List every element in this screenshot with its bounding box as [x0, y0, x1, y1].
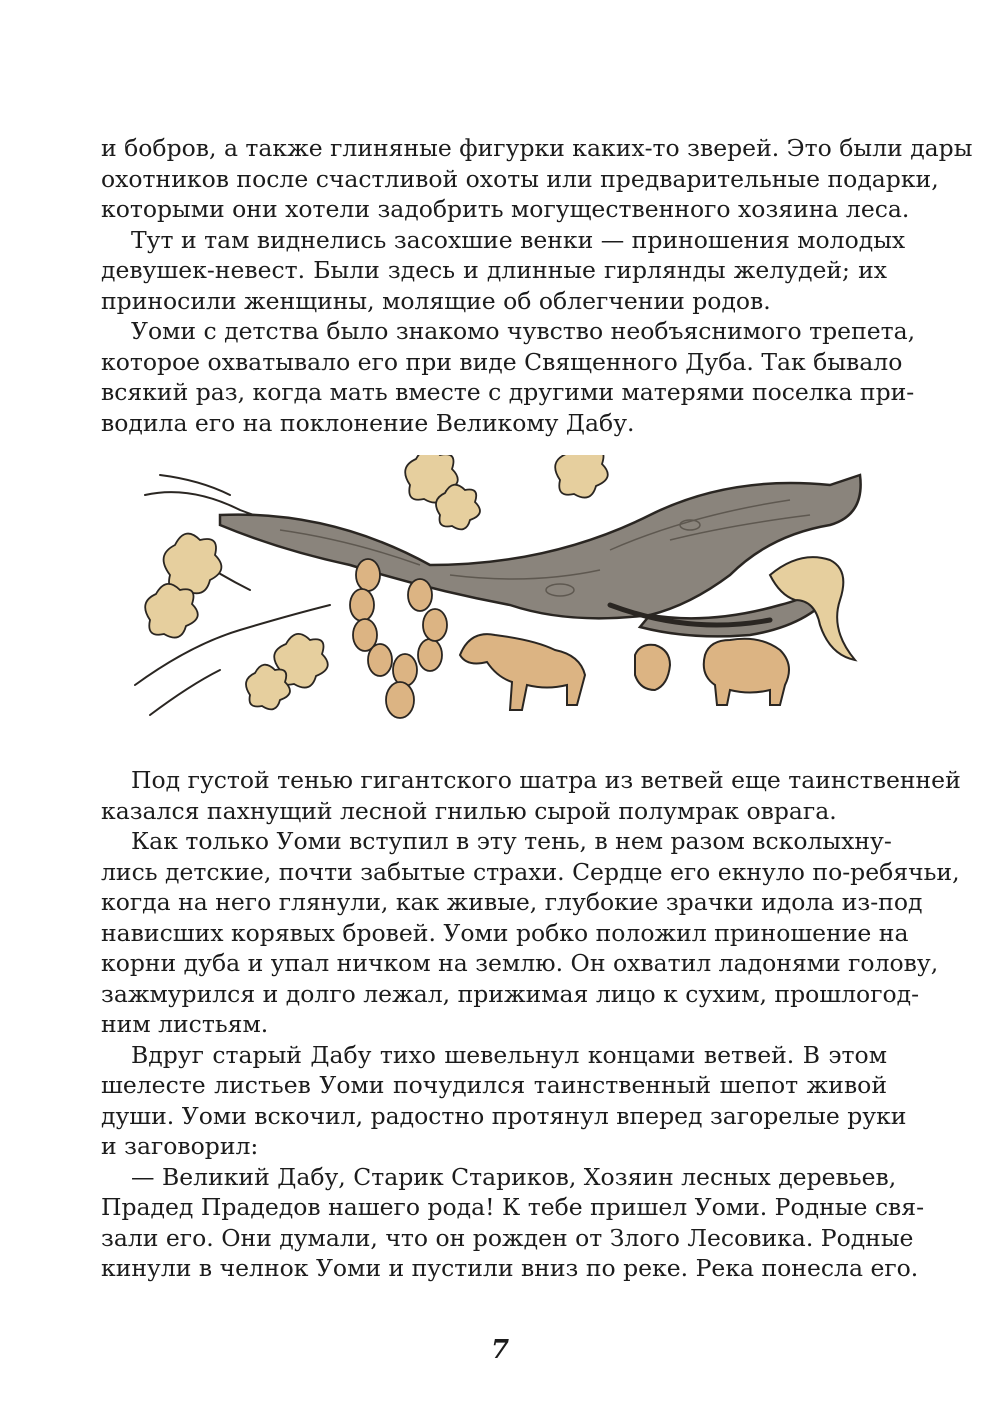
text-block-bottom: [101, 765, 961, 1284]
text-line: Прадед Прадедов нашего рода! К тебе пришел Уоми. Родные свя-: [101, 1193, 925, 1221]
text-line: шелесте листьев Уоми почудился таинственный шепот живой: [101, 1071, 887, 1099]
clay-bear-figurine: [635, 639, 789, 705]
text-line: кинули в челнок Уоми и пустили вниз по реке. Река понесла его.: [101, 1254, 919, 1282]
text-block-top: [101, 133, 973, 438]
branch-trunk: [220, 475, 861, 618]
text-line: водила его на поклонение Великому Дабу.: [101, 408, 635, 437]
text-line: девушек-невест. Были здесь и длинные гирлянды желудей; их: [101, 256, 887, 284]
text-line: когда на него глянули, как живые, глубокие зрачки идола из-под: [101, 888, 923, 916]
clay-horse-figurine: [460, 634, 585, 710]
page-number: 7: [490, 1335, 510, 1365]
text-line: зажмурился и долго лежал, прижимая лицо к сухим, прошлогод-: [101, 979, 920, 1008]
text-line: казался пахнущий лесной гнилью сырой полумрак оврага.: [101, 796, 837, 825]
text-line: всякий раз, когда мать вместе с другими матерями поселка при-: [101, 378, 915, 406]
text-line: приносили женщины, молящие об облегчении родов.: [101, 286, 771, 315]
text-line: охотников после счастливой охоты или предварительные подарки,: [101, 164, 939, 193]
text-line: — Великий Дабу, Старик Стариков, Хозяин лесных деревьев,: [131, 1162, 897, 1191]
text-line: Как только Уоми вступил в эту тень, в нем разом всколыхну-: [131, 827, 892, 855]
text-line: нависших корявых бровей. Уоми робко положил приношение на: [101, 918, 909, 947]
text-line: и заговорил:: [101, 1132, 259, 1160]
text-line: Под густой тенью гигантского шатра из ветвей еще таинственней: [131, 766, 961, 794]
text-line: которыми они хотели задобрить могущественного хозяина леса.: [101, 195, 910, 223]
text-line: лись детские, почти забытые страхи. Сердце его екнуло по-ребячьи,: [101, 857, 960, 886]
text-line: зали его. Они думали, что он рожден от Злого Лесовика. Родные: [101, 1223, 914, 1252]
oak-branch-illustration: [130, 455, 870, 735]
text-line: которое охватывало его при виде Священного Дуба. Так бывало: [101, 347, 903, 376]
text-line: души. Уоми вскочил, радостно протянул вперед загорелые руки: [101, 1101, 907, 1130]
text-line: Вдруг старый Дабу тихо шевельнул концами ветвей. В этом: [131, 1040, 887, 1069]
text-line: Уоми с детства было знакомо чувство необъяснимого трепета,: [131, 317, 916, 345]
text-line: Тут и там виднелись засохшие венки — приношения молодых: [131, 225, 906, 254]
text-line: и бобров, а также глиняные фигурки каких-то зверей. Это были дары: [101, 134, 973, 162]
text-line: ним листьям.: [101, 1010, 269, 1038]
text-line: корни дуба и упал ничком на землю. Он охватил ладонями голову,: [101, 949, 939, 977]
